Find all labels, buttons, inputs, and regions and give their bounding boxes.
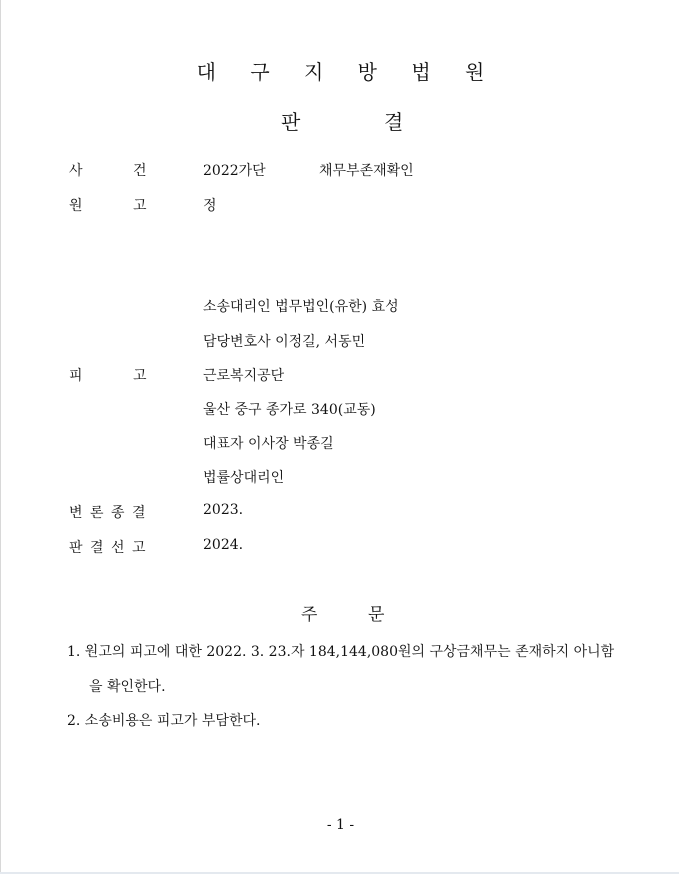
ruling-item-2: 2. 소송비용은 피고가 부담한다. [67,713,261,729]
plaintiff-name: 정 [203,198,217,214]
case-label-char: 사 [69,163,83,179]
closing-date: 2023. [203,502,244,518]
court-name: 대 구 지 방 법 원 [196,60,499,84]
ruling-item-1: 1. 원고의 피고에 대한 2022. 3. 23.자 184,144,080원의 구상금채무는 존재하지 아니함 [67,644,615,660]
case-label-char: 건 [133,163,147,179]
defendant-label-char: 피 [69,368,83,384]
defendant-legal-rep: 법률상대리인 [203,470,285,486]
closing-label-char: 종 [111,505,125,521]
case-name: 채무부존재확인 [319,163,414,179]
verdict-label-char: 결 [90,540,104,556]
page-number: - 1 - [326,817,355,833]
case-number: 2022가단 [203,163,266,179]
verdict-label-char: 고 [132,540,146,556]
verdict-date: 2024. [203,537,244,553]
defendant-representative: 대표자 이사장 박종길 [203,436,334,452]
ruling-title-char-2: 문 [368,605,385,625]
verdict-label-char: 판 [69,540,83,556]
defendant-address: 울산 중구 종가로 340(교동) [203,402,376,418]
plaintiff-label-char: 고 [133,198,147,214]
verdict-label-char: 선 [111,540,125,556]
closing-label-char: 론 [90,505,104,521]
defendant-label-char: 고 [133,368,147,384]
closing-label-char: 결 [132,505,146,521]
doc-type-char-2: 결 [384,110,404,134]
doc-type-char-1: 판 [281,110,301,134]
defendant-name: 근로복지공단 [203,368,285,384]
plaintiff-attorneys: 담당변호사 이정길, 서동민 [203,334,366,350]
plaintiff-label-char: 원 [69,198,83,214]
plaintiff-counsel: 소송대리인 법무법인(유한) 효성 [203,299,399,315]
ruling-title-char-1: 주 [301,605,318,625]
ruling-item-1-continued: 을 확인한다. [89,679,166,695]
closing-label-char: 변 [69,505,83,521]
